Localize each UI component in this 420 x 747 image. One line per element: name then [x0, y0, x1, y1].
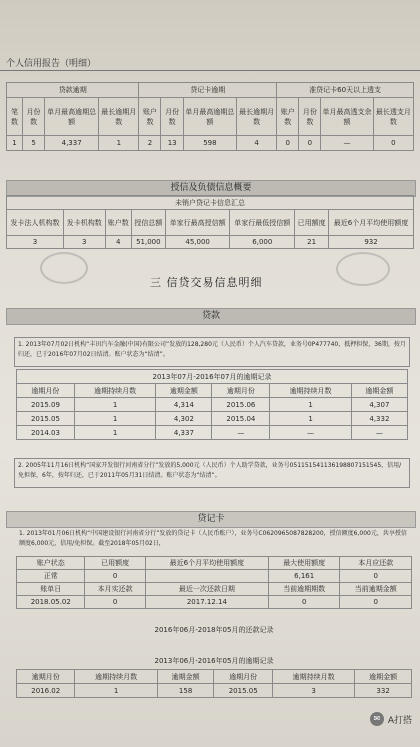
cell: 1: [74, 412, 155, 426]
loan-overdue-table: [16, 369, 408, 440]
loan-period: 2013年07月-2016年07月的逾期记录: [17, 370, 408, 384]
loan-item-2: 2. 2005年11月16日机构“国家开发银行河南省分行”发放的5,000元（人民币）个人助学贷款，业务号051151541136198807151545，信用/免担保，6年，按年归还，已于2011年05月31日结清。账户状态为“结清”。: [14, 458, 410, 488]
col-header: 账户数: [105, 210, 131, 236]
table-row: [17, 426, 408, 440]
col-header: 最近一次还款日期: [145, 583, 268, 596]
cell: 0: [268, 596, 340, 609]
col-header: 逾期持续月数: [75, 670, 157, 684]
section-title: 三 信贷交易信息明细: [150, 276, 263, 289]
col-header: 单月最高逾期总额: [183, 98, 236, 136]
col-header: 逾期月份: [17, 384, 75, 398]
cell: 正常: [17, 570, 85, 583]
loan-item-1: 1. 2013年07月02日机构“丰田汽车金融(中国)有限公司”发放的128,280元（人民币）个人汽车贷款，业务号0P477740，抵押担保，36期，按月归还，已于2016年07月02日结清。账户状态为“结清”。: [14, 337, 410, 367]
cell: 45,000: [165, 236, 230, 249]
col-header: 当前逾期期数: [268, 583, 340, 596]
card-item: 1. 2013年01月06日机构“中国建设银行河南省分行”发放的贷记卡（人民币账户），业务号C0620965087828200，授信额度6,000元，共享授信额度6,000元，信用/免担保。截至2018年05月02日，: [19, 530, 407, 547]
cell: 6,161: [268, 570, 340, 583]
cell: [145, 570, 268, 583]
cell: 2: [139, 136, 161, 151]
table-row: [17, 398, 408, 412]
cell: 0: [85, 596, 145, 609]
col-header: 最近6个月平均使用额度: [145, 557, 268, 570]
cell: 2015.05: [214, 684, 272, 698]
col-header: 笔数: [7, 98, 23, 136]
cell: 2015.04: [212, 412, 270, 426]
report-title: 个人信用报告（明细）: [6, 59, 97, 69]
cell: —: [321, 136, 373, 151]
col-header: 逾期金额: [157, 670, 214, 684]
col-header: 逾期持续月数: [270, 384, 351, 398]
col-header: 逾期月份: [212, 384, 270, 398]
credit-band: 授信及负债信息概要: [6, 180, 416, 197]
cell: 3: [272, 684, 354, 698]
watermark: [370, 712, 412, 726]
cell: 3: [7, 236, 64, 249]
group-header: 准贷记卡60天以上透支: [277, 83, 414, 98]
cell: 1: [74, 398, 155, 412]
cell: 0: [299, 136, 321, 151]
col-header: 账单日: [17, 583, 85, 596]
cell: 21: [295, 236, 329, 249]
col-header: 最近6个月平均使用额度: [329, 210, 414, 236]
col-header: 单月最高透支余额: [321, 98, 373, 136]
cell: —: [212, 426, 270, 440]
col-header: 账户状态: [17, 557, 85, 570]
col-header: 最长透支月数: [373, 98, 413, 136]
cell: 932: [329, 236, 414, 249]
col-header: 账户数: [139, 98, 161, 136]
cell: 0: [340, 596, 412, 609]
col-header: 最长逾期月数: [99, 98, 139, 136]
cell: 0: [85, 570, 145, 583]
col-header: 最长逾期月数: [237, 98, 277, 136]
cell: 1: [7, 136, 23, 151]
col-header: 已用额度: [295, 210, 329, 236]
col-header: 逾期持续月数: [74, 384, 155, 398]
cell: 4,337: [156, 426, 212, 440]
col-header: 当前逾期金额: [340, 583, 412, 596]
cell: 1: [99, 136, 139, 151]
card-status-table: [16, 556, 412, 609]
cell: 332: [355, 684, 412, 698]
divider: [0, 70, 420, 71]
wechat-icon: ✉: [370, 712, 384, 726]
group-header: 贷记卡逾期: [139, 83, 277, 98]
cell: 13: [161, 136, 183, 151]
cell: —: [270, 426, 351, 440]
col-header: 逾期持续月数: [272, 670, 354, 684]
col-header: 授信总额: [131, 210, 165, 236]
stamp-seal: [336, 252, 390, 286]
cell: 4,332: [351, 412, 407, 426]
col-header: 本月实还款: [85, 583, 145, 596]
col-header: 单家行最低授信额: [230, 210, 295, 236]
cell: 2018.05.02: [17, 596, 85, 609]
cell: 598: [183, 136, 236, 151]
cell: 1: [270, 412, 351, 426]
credit-table: [6, 195, 414, 249]
cell: 3: [63, 236, 105, 249]
col-header: 逾期金额: [351, 384, 407, 398]
cell: 2014.03: [17, 426, 75, 440]
col-header: 月份数: [23, 98, 45, 136]
col-header: 逾期月份: [17, 670, 75, 684]
cell: 4: [237, 136, 277, 151]
cell: 1: [74, 426, 155, 440]
table-row: [17, 684, 412, 698]
stamp-seal: [40, 252, 88, 284]
col-header: 账户数: [277, 98, 299, 136]
credit-subtitle: 未销户贷记卡信息汇总: [7, 196, 414, 210]
card-band: 贷记卡: [6, 511, 416, 528]
cell: 4,302: [156, 412, 212, 426]
cell: 2017.12.14: [145, 596, 268, 609]
cell: 2015.06: [212, 398, 270, 412]
cell: —: [351, 426, 407, 440]
col-header: 最大使用额度: [268, 557, 340, 570]
cell: 2016.02: [17, 684, 75, 698]
cell: 2015.09: [17, 398, 75, 412]
card-repay-record: 2016年06月-2018年05月的还款记录: [154, 626, 274, 634]
col-header: 发卡法人机构数: [7, 210, 64, 236]
col-header: 已用额度: [85, 557, 145, 570]
card-overdue-table: [16, 669, 412, 698]
col-header: 月份数: [161, 98, 183, 136]
group-header: 贷款逾期: [7, 83, 139, 98]
watermark-text: A打搭: [387, 715, 412, 726]
cell: 4,307: [351, 398, 407, 412]
col-header: 逾期金额: [156, 384, 212, 398]
cell: 0: [277, 136, 299, 151]
col-header: 单家行最高授信额: [165, 210, 230, 236]
col-header: 单月最高逾期总额: [45, 98, 99, 136]
cell: 6,000: [230, 236, 295, 249]
cell: 1: [75, 684, 157, 698]
cell: 0: [373, 136, 413, 151]
summary-table: [6, 82, 414, 151]
loan-band: 贷款: [6, 308, 416, 325]
col-header: 逾期月份: [214, 670, 272, 684]
table-row: [17, 412, 408, 426]
cell: 158: [157, 684, 214, 698]
cell: 5: [23, 136, 45, 151]
col-header: 逾期金额: [355, 670, 412, 684]
col-header: 发卡机构数: [63, 210, 105, 236]
col-header: 本月应还款: [340, 557, 412, 570]
cell: 0: [340, 570, 412, 583]
card-overdue-record: 2013年06月-2016年05月的逾期记录: [154, 657, 274, 665]
cell: 4,314: [156, 398, 212, 412]
cell: 51,000: [131, 236, 165, 249]
cell: 1: [270, 398, 351, 412]
cell: 4,337: [45, 136, 99, 151]
cell: 4: [105, 236, 131, 249]
cell: 2015.05: [17, 412, 75, 426]
col-header: 月份数: [299, 98, 321, 136]
